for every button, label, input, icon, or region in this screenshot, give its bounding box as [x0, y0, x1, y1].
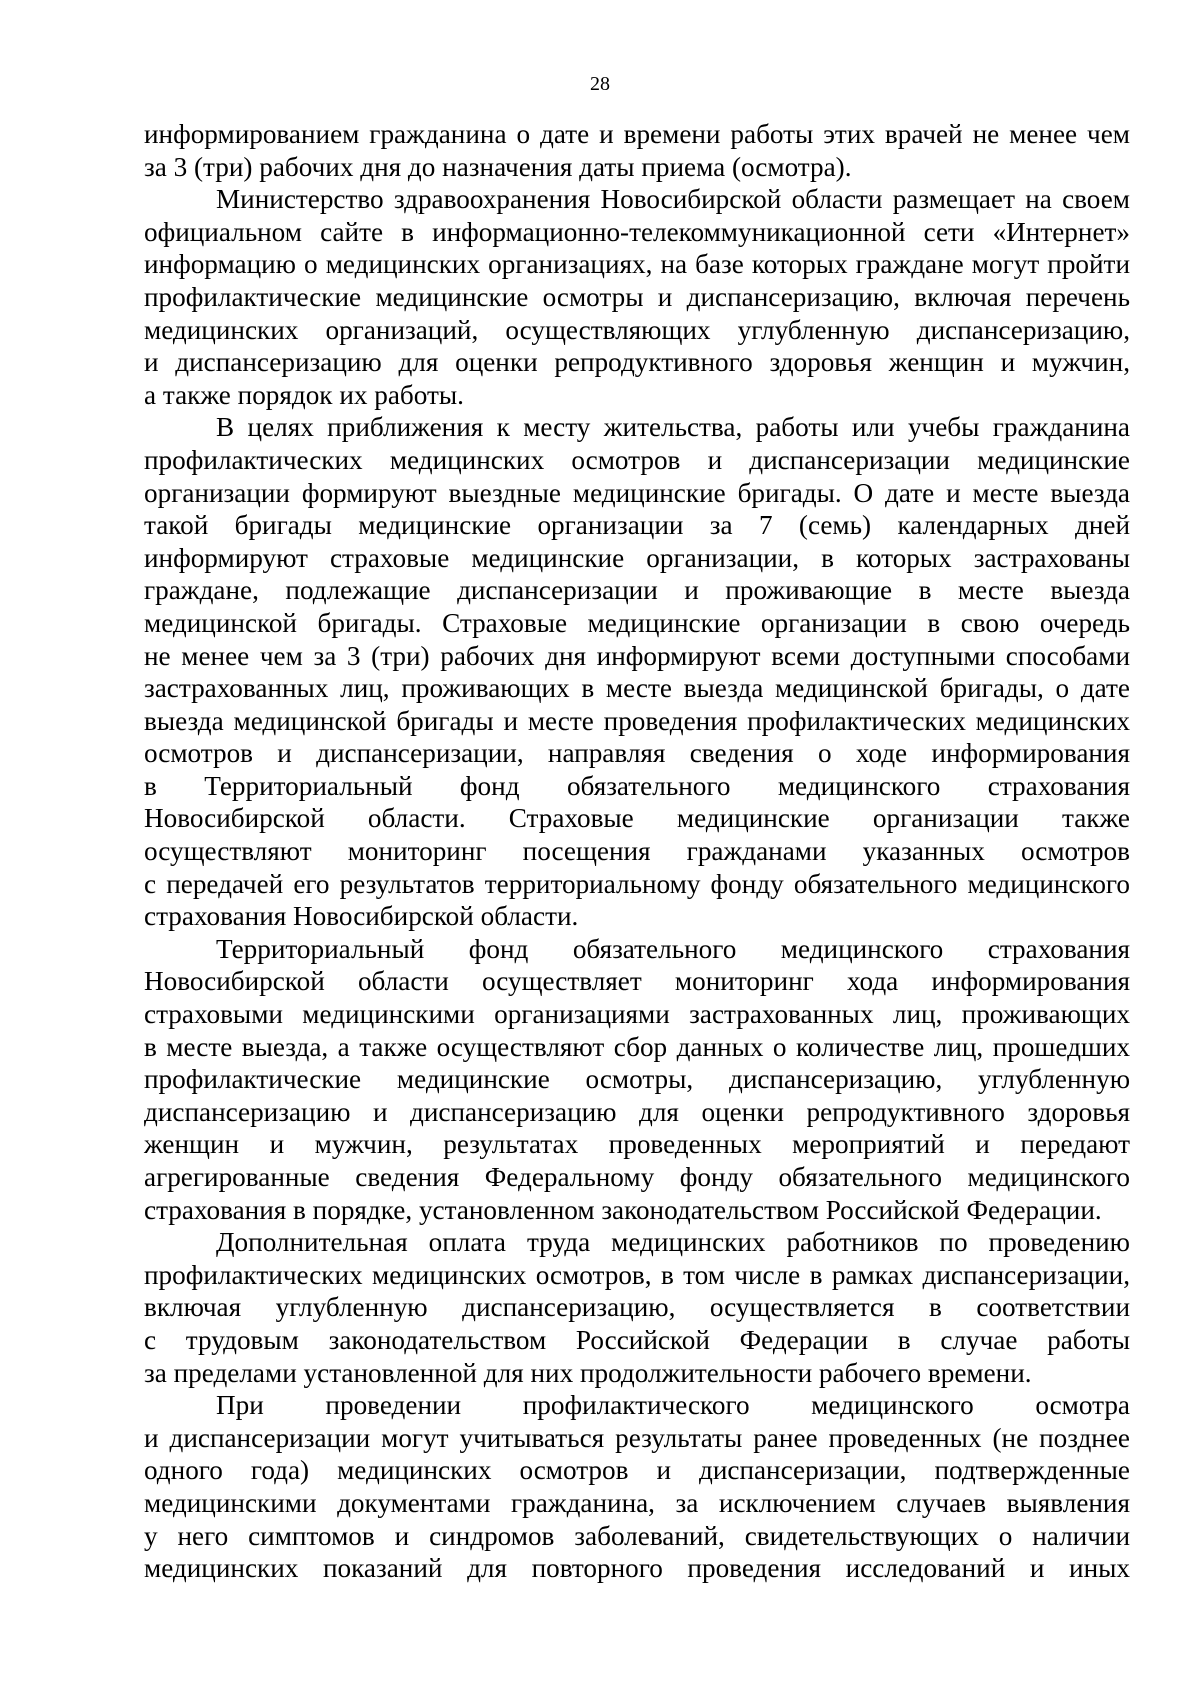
- text-line: граждане, подлежащие диспансеризации и проживающие в месте выезда: [144, 575, 1130, 606]
- text-line: и диспансеризацию для оценки репродуктивного здоровья женщин и мужчин,: [144, 347, 1130, 378]
- paragraph: [144, 411, 1130, 933]
- text-line: информацию о медицинских организациях, на базе которых граждане могут пройти: [144, 249, 1130, 280]
- text-line: женщин и мужчин, результатах проведенных мероприятий и передают: [144, 1129, 1130, 1160]
- text-line: страховыми медицинскими организациями застрахованных лиц, проживающих: [144, 999, 1130, 1030]
- text-line: а также порядок их работы.: [144, 379, 464, 410]
- text-line: включая углубленную диспансеризацию, осуществляется в соответствии: [144, 1292, 1130, 1323]
- document-body: [144, 118, 1130, 1585]
- text-line: агрегированные сведения Федеральному фонду обязательного медицинского: [144, 1162, 1130, 1192]
- paragraph: [144, 1389, 1130, 1585]
- paragraph: [144, 933, 1130, 1226]
- text-line: одного года) медицинских осмотров и диспансеризации, подтвержденные: [144, 1455, 1130, 1486]
- text-line: страхования в порядке, установленном законодательством Российской Федерации.: [144, 1194, 1102, 1225]
- text-line: профилактических медицинских осмотров, в том числе в рамках диспансеризации,: [144, 1259, 1130, 1290]
- text-line: и диспансеризации могут учитываться результаты ранее проведенных (не позднее: [144, 1422, 1130, 1453]
- text-line: Новосибирской области. Страховые медицинские организации также: [144, 803, 1130, 834]
- text-line: с передачей его результатов территориальному фонду обязательного медицинского: [144, 868, 1130, 899]
- text-line: страхования Новосибирской области.: [144, 901, 579, 932]
- text-line: медицинских показаний для повторного проведения исследований и иных: [144, 1553, 1130, 1584]
- paragraph: [144, 118, 1130, 183]
- text-line: медицинскими документами гражданина, за исключением случаев выявления: [144, 1487, 1130, 1518]
- text-line: с трудовым законодательством Российской Федерации в случае работы: [144, 1324, 1130, 1355]
- text-line: организации формируют выездные медицинские бригады. О дате и месте выезда: [144, 477, 1130, 508]
- paragraph: [144, 1226, 1130, 1389]
- text-line: информированием гражданина о дате и времени работы этих врачей не менее чем: [144, 119, 1130, 149]
- text-line: за 3 (три) рабочих дня до назначения даты приема (осмотра).: [144, 151, 852, 182]
- text-line: Новосибирской области осуществляет мониторинг хода информирования: [144, 966, 1130, 997]
- paragraph: [144, 183, 1130, 411]
- text-line: такой бригады медицинские организации за 7 (семь) календарных дней: [144, 510, 1130, 541]
- text-line: в месте выезда, а также осуществляют сбор данных о количестве лиц, прошедших: [144, 1031, 1130, 1062]
- text-line: за пределами установленной для них продолжительности рабочего времени.: [144, 1357, 1032, 1388]
- text-line: профилактические медицинские осмотры, диспансеризацию, углубленную: [144, 1064, 1130, 1095]
- text-line: осуществляют мониторинг посещения гражданами указанных осмотров: [144, 836, 1130, 867]
- text-line: информируют страховые медицинские организации, в которых застрахованы: [144, 542, 1130, 573]
- text-line: официальном сайте в информационно-телекоммуникационной сети «Интернет»: [144, 216, 1130, 247]
- text-line: Территориальный фонд обязательного медицинского страхования: [216, 933, 1130, 964]
- text-line: осмотров и диспансеризации, направляя сведения о ходе информирования: [144, 738, 1130, 769]
- text-line: у него симптомов и синдромов заболеваний, свидетельствующих о наличии: [144, 1520, 1130, 1551]
- page-number: 28: [590, 73, 610, 95]
- text-line: При проведении профилактического медицинского осмотра: [216, 1390, 1130, 1421]
- text-line: Министерство здравоохранения Новосибирской области размещает на своем: [216, 184, 1130, 215]
- text-line: медицинских организаций, осуществляющих углубленную диспансеризацию,: [144, 314, 1130, 345]
- text-line: выезда медицинской бригады и месте проведения профилактических медицинских: [144, 705, 1130, 736]
- text-line: медицинской бригады. Страховые медицинские организации в свою очередь: [144, 607, 1130, 638]
- text-line: В целях приближения к месту жительства, работы или учебы гражданина: [216, 412, 1130, 443]
- text-line: профилактические медицинские осмотры и диспансеризацию, включая перечень: [144, 281, 1130, 312]
- text-line: в Территориальный фонд обязательного медицинского страхования: [144, 770, 1130, 801]
- text-line: профилактических медицинских осмотров и диспансеризации медицинские: [144, 444, 1130, 475]
- text-line: не менее чем за 3 (три) рабочих дня информируют всеми доступными способами: [144, 640, 1130, 671]
- text-line: Дополнительная оплата труда медицинских работников по проведению: [216, 1227, 1130, 1258]
- text-line: диспансеризацию и диспансеризацию для оценки репродуктивного здоровья: [144, 1096, 1130, 1127]
- text-line: застрахованных лиц, проживающих в месте выезда медицинской бригады, о дате: [144, 673, 1130, 704]
